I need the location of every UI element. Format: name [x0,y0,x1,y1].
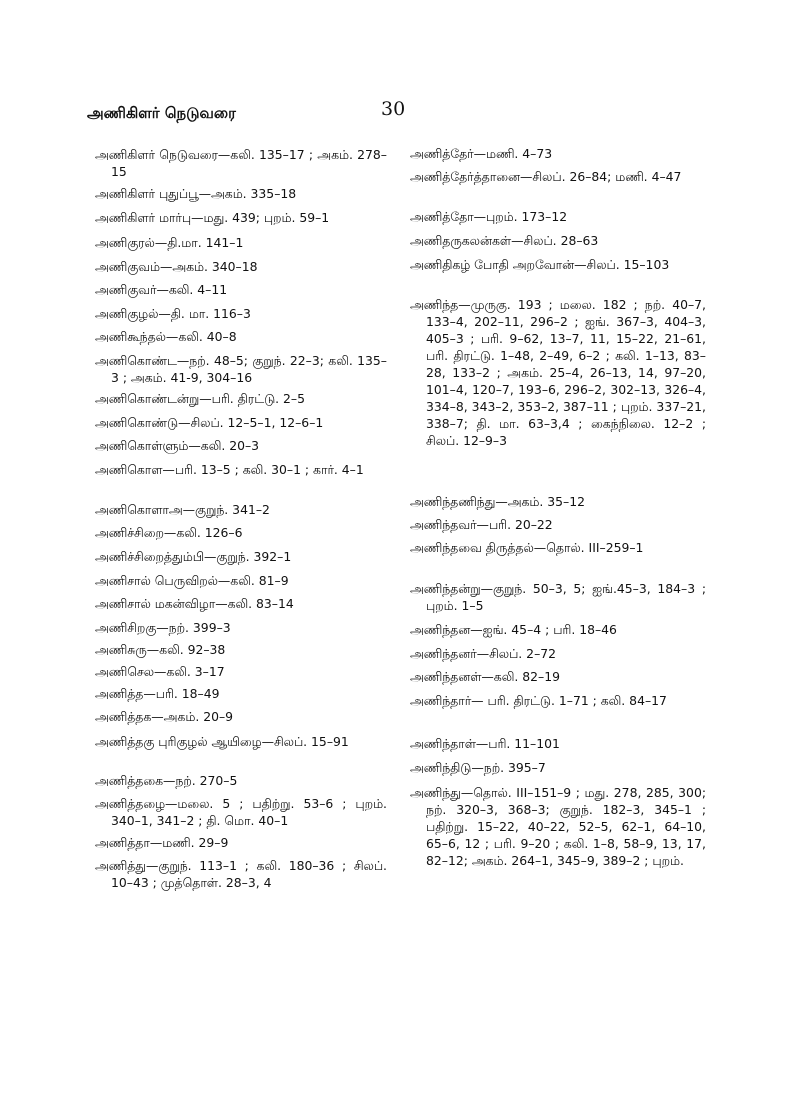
index-entry: அணித்தா—மணி. 29–9 [95,835,229,850]
index-entry: அணிகொண்டு—சிலப். 12–5–1, 12–6–1 [95,415,324,430]
index-entry: அணிந்தனள்—கலி. 82–19 [410,669,560,684]
index-entry: அணிகுவம்—அகம். 340–18 [95,259,258,274]
index-entry: அணிகுழல்—தி. மா. 116–3 [95,306,251,321]
index-entry: அணிசால் பெருவிறல்—கலி. 81–9 [95,573,289,588]
index-entry: அணிந்தவர்—பரி. 20–22 [410,517,553,532]
index-entry: அணிசால் மகன்விழா—கலி. 83–14 [95,596,294,611]
index-entry: அணிகிளர் நெடுவரை—கலி. 135–17 ; அகம். 278–15 [95,147,387,179]
index-entry: அணிகொள—பரி. 13–5 ; கலி. 30–1 ; கார். 4–1 [95,462,364,477]
running-head: அணிகிளர் நெடுவரை [87,104,236,122]
index-entry: அணிசிறகு—நற். 399–3 [95,620,231,635]
index-entry: அணிந்தார்— பரி. திரட்டு. 1–71 ; கலி. 84–17 [410,693,667,708]
index-entry: அணிகொள்ளும்—கலி. 20–3 [95,438,260,453]
index-entry: அணித்தோ—புறம். 173–12 [410,209,568,224]
index-entry: அணிகுரல்—தி.மா. 141–1 [95,235,244,250]
index-entry: அணித்த—பரி. 18–49 [95,686,220,701]
index-entry: அணிகொண்டன்று—பரி. திரட்டு. 2–5 [95,391,305,406]
index-entry: அணிகிளர் புதுப்பூ—அகம். 335–18 [95,186,297,201]
index-entry: அணித்தேர்—மணி. 4–73 [410,146,553,161]
index-entry: அணித்தகு புரிகுழல் ஆயிழை—சிலப். 15–91 [95,734,349,749]
index-entry: அணிகொண்ட—நற். 48–5; குறுந். 22–3; கலி. 135–3 ; அகம். 41-9, 304–16 [95,353,387,385]
index-entry: அணிந்தனர்—சிலப். 2–72 [410,646,557,661]
index-entry: அணித்தேர்த்தானை—சிலப். 26–84; மணி. 4–47 [410,169,682,184]
index-entry: அணிசுரு—கலி. 92–38 [95,642,226,657]
index-entry: அணிதருகலன்கள்—சிலப். 28–63 [410,233,599,248]
index-entry: அணிகூந்தல்—கலி. 40–8 [95,329,237,344]
index-entry: அணிந்து—தொல். III–151–9 ; மது. 278, 285, 300; நற். 320–3, 368–3; குறுந். 182–3, 345–1 ; பதிற்று. 15–22, 40–22, 52–5, 62–1, 64–10, 65–6, 12 ; பரி. 9–20 ; கலி. 1–8, 58–9, 13, 17, 82–12; அகம். 264–1, 345–9, 389–2 ; புறம். [410,785,706,868]
index-entry: அணிந்தாள்—பரி. 11–101 [410,736,560,751]
index-entry: அணிகிளர் மார்பு—மது. 439; புறம். 59–1 [95,210,330,225]
index-entry: அணிந்தணிந்து—அகம். 35–12 [410,494,586,509]
index-entry: அணிகுவர்—கலி. 4–11 [95,282,228,297]
index-entry: அணித்தக—அகம். 20–9 [95,709,234,724]
index-entry: அணிகொளாஅ—குறுந். 341–2 [95,502,270,517]
index-entry: அணிசெல—கலி. 3–17 [95,664,225,679]
index-entry: அணிந்திடு—நற். 395–7 [410,760,546,775]
page-number: 30 [381,98,406,120]
index-entry: அணித்தழை—மலை. 5 ; பதிற்று. 53–6 ; புறம். 340–1, 341–2 ; தி. மொ. 40–1 [95,796,387,828]
index-entry: அணித்தகை—நற். 270–5 [95,773,238,788]
index-entry: அணிச்சிறை—கலி. 126–6 [95,525,243,540]
index-entry: அணிச்சிறைத்தும்பி—குறுந். 392–1 [95,549,292,564]
index-entry: அணிந்தன—ஐங். 45–4 ; பரி. 18–46 [410,622,617,637]
index-entry: அணிந்தவை திருத்தல்—தொல். III–259–1 [410,540,644,555]
index-entry: அணிந்த—முருகு. 193 ; மலை. 182 ; நற். 40–7, 133–4, 202–11, 296–2 ; ஐங். 367–3, 404–3, 405–3 ; பரி. 9–62, 13–7, 11, 15–22, 21–61, பரி. திரட்டு. 1–48, 2–49, 6–2 ; கலி. 1–13, 83–28, 133–2 ; அகம். 25–4, 26–13, 14, 97–20, 101–4, 120–7, 193–6, 296–2, 302–13, 326–4, 334–8, 343–2, 353–2, 387–11 ; புறம். 337–21, 338–7; தி. மா. 63–3,4 ; கைந்நிலை. 12–2 ; சிலப். 12–9–3 [410,297,706,448]
index-entry: அணிந்தன்று—குறுந். 50–3, 5; ஐங்.45–3, 184–3 ; புறம். 1–5 [410,581,706,613]
index-entry: அணித்து—குறுந். 113–1 ; கலி. 180–36 ; சிலப். 10–43 ; முத்தொள். 28–3, 4 [95,858,387,890]
index-entry: அணிதிகழ் போதி அறவோன்—சிலப். 15–103 [410,257,670,272]
